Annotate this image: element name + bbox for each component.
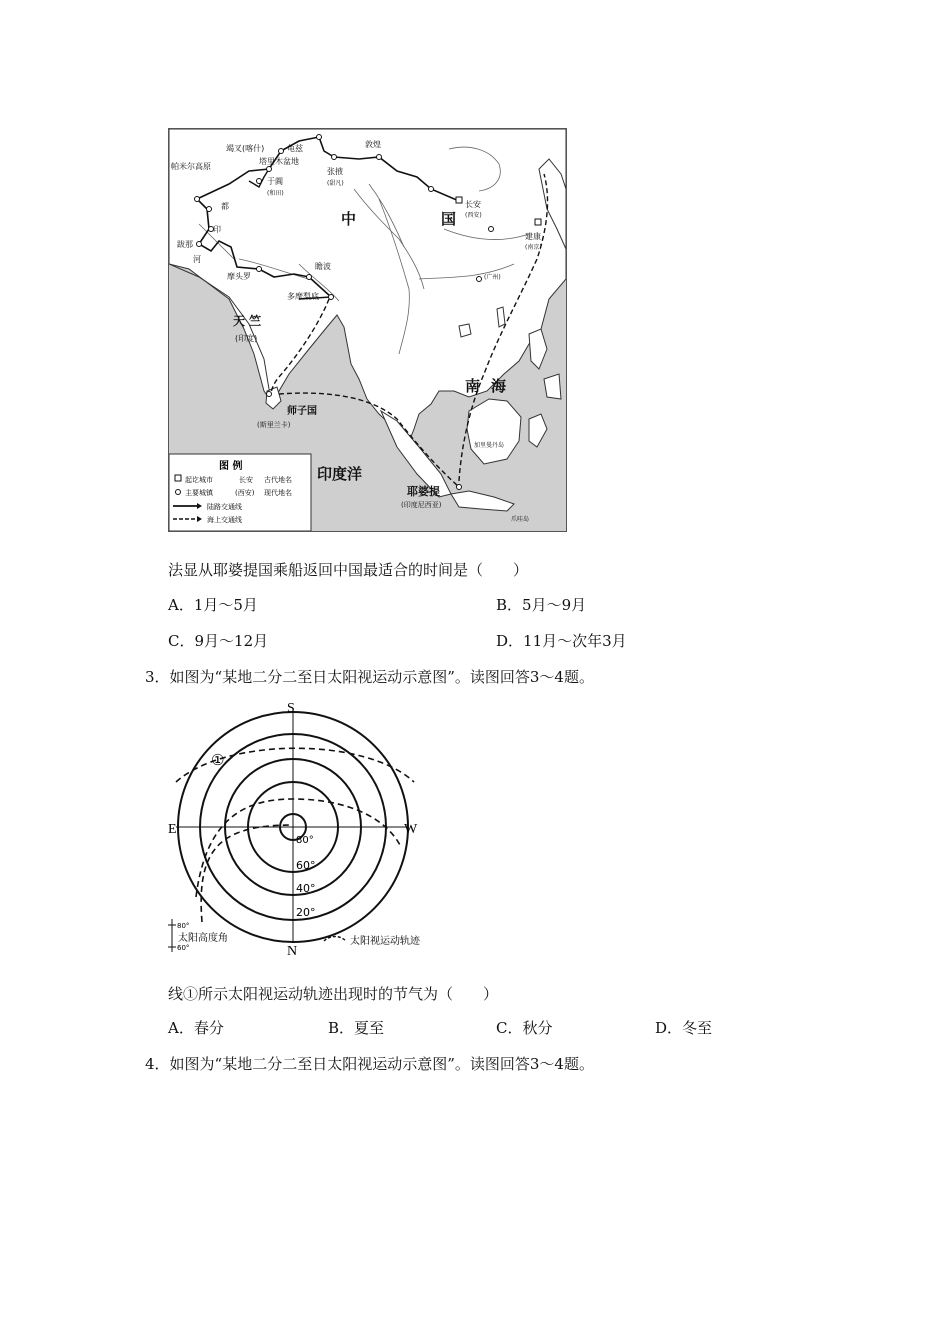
dir-w: W bbox=[404, 822, 418, 837]
label-guo: 国 bbox=[441, 210, 457, 228]
dir-n: N bbox=[287, 944, 298, 959]
label-guizi: 龟兹 bbox=[287, 144, 303, 153]
label-java: 爪哇岛 bbox=[511, 516, 530, 523]
q2-option-a[interactable]: A．1月～5月 bbox=[168, 596, 258, 614]
faxian-route-map bbox=[168, 128, 567, 532]
label-qunan: 瞻波 bbox=[315, 262, 331, 271]
label-yutian: 于阗 bbox=[267, 177, 283, 186]
legend-sea: 海上交通线 bbox=[207, 516, 242, 524]
label-jiecha: 竭叉(喀什) bbox=[226, 144, 265, 153]
sun-path-diagram bbox=[166, 697, 451, 959]
q3-option-c[interactable]: C．秋分 bbox=[496, 1019, 553, 1037]
label-kalimantan: 加里曼丹岛 bbox=[474, 442, 505, 449]
key-altitude: 太阳高度角 bbox=[178, 933, 228, 944]
q3-option-d[interactable]: D．冬至 bbox=[655, 1019, 713, 1037]
q2-option-d[interactable]: D．11月～次年3月 bbox=[496, 632, 627, 650]
label-changan-modern: (西安) bbox=[465, 212, 482, 219]
label-nanjing: (南京) bbox=[525, 244, 542, 251]
legend-title: 图 例 bbox=[219, 461, 243, 472]
ring-80: 80° bbox=[296, 835, 314, 846]
label-guangzhou: (广州) bbox=[484, 274, 501, 281]
key-track: 太阳视运动轨迹 bbox=[350, 936, 420, 947]
label-hai: 海 bbox=[491, 377, 507, 395]
q3-stem: 3．如图为“某地二分二至日太阳视运动示意图”。读图回答3～4题。 bbox=[145, 668, 594, 686]
label-dou: 都 bbox=[221, 202, 229, 211]
label-tianzhu: 天 竺 bbox=[233, 314, 262, 328]
label-yepoti: 耶婆提 bbox=[407, 485, 440, 498]
label-tarim: 塔里木盆地 bbox=[259, 157, 299, 166]
legend-land: 陆路交通线 bbox=[207, 503, 242, 511]
legend-ancient: 古代地名 bbox=[264, 476, 292, 484]
legend-xian: (西安) bbox=[235, 489, 255, 497]
key-60: 60° bbox=[177, 944, 190, 952]
label-indian-ocean: 印度洋 bbox=[317, 465, 363, 483]
track-mark-1: ① bbox=[211, 751, 225, 769]
label-changan: 长安 bbox=[465, 200, 481, 209]
label-zhong: 中 bbox=[341, 210, 357, 228]
legend-major: 主要城镇 bbox=[185, 489, 213, 497]
legend-start-city: 起讫城市 bbox=[185, 476, 213, 484]
ring-60: 60° bbox=[296, 859, 316, 872]
ring-40: 40° bbox=[296, 882, 316, 895]
q3-sub-stem: 线①所示太阳视运动轨迹出现时的节气为（ ） bbox=[168, 985, 499, 1003]
label-motouluo: 摩头罗 bbox=[227, 272, 251, 281]
label-indonesia: (印度尼西亚) bbox=[401, 501, 442, 509]
label-zhangye-modern: (甜凡) bbox=[327, 180, 344, 187]
legend-modern: 现代地名 bbox=[264, 489, 292, 497]
label-dunhuang: 敦煌 bbox=[365, 140, 381, 149]
label-shiziguo: 师子国 bbox=[287, 406, 317, 417]
key-80: 80° bbox=[177, 922, 190, 930]
label-jiankang: 建康 bbox=[525, 232, 541, 241]
legend-changan: 长安 bbox=[239, 476, 253, 484]
q2-option-b[interactable]: B．5月～9月 bbox=[496, 596, 587, 614]
ring-20: 20° bbox=[296, 906, 316, 919]
label-yin: 印 bbox=[213, 225, 221, 234]
label-hetian: (和田) bbox=[267, 190, 284, 197]
map-legend bbox=[169, 454, 311, 531]
label-duomo: 多摩梨底 bbox=[287, 292, 319, 301]
dir-e: E bbox=[168, 822, 177, 837]
label-he: 河 bbox=[193, 255, 201, 264]
label-zhangye: 张掖 bbox=[327, 167, 343, 176]
label-pamir: 帕米尔高原 bbox=[171, 162, 211, 171]
label-nan: 南 bbox=[465, 377, 481, 395]
label-tuona: 跋那 bbox=[177, 240, 193, 249]
q4-stem: 4．如图为“某地二分二至日太阳视运动示意图”。读图回答3～4题。 bbox=[145, 1055, 594, 1073]
q3-option-a[interactable]: A．春分 bbox=[168, 1019, 224, 1037]
dir-s: S bbox=[287, 701, 295, 716]
q2-stem: 法显从耶婆提国乘船返回中国最适合的时间是（ ） bbox=[168, 561, 529, 579]
label-srilanka: (斯里兰卡) bbox=[257, 421, 291, 429]
label-india: (印度) bbox=[235, 334, 258, 343]
q2-option-c[interactable]: C．9月～12月 bbox=[168, 632, 269, 650]
q3-option-b[interactable]: B．夏至 bbox=[328, 1019, 385, 1037]
